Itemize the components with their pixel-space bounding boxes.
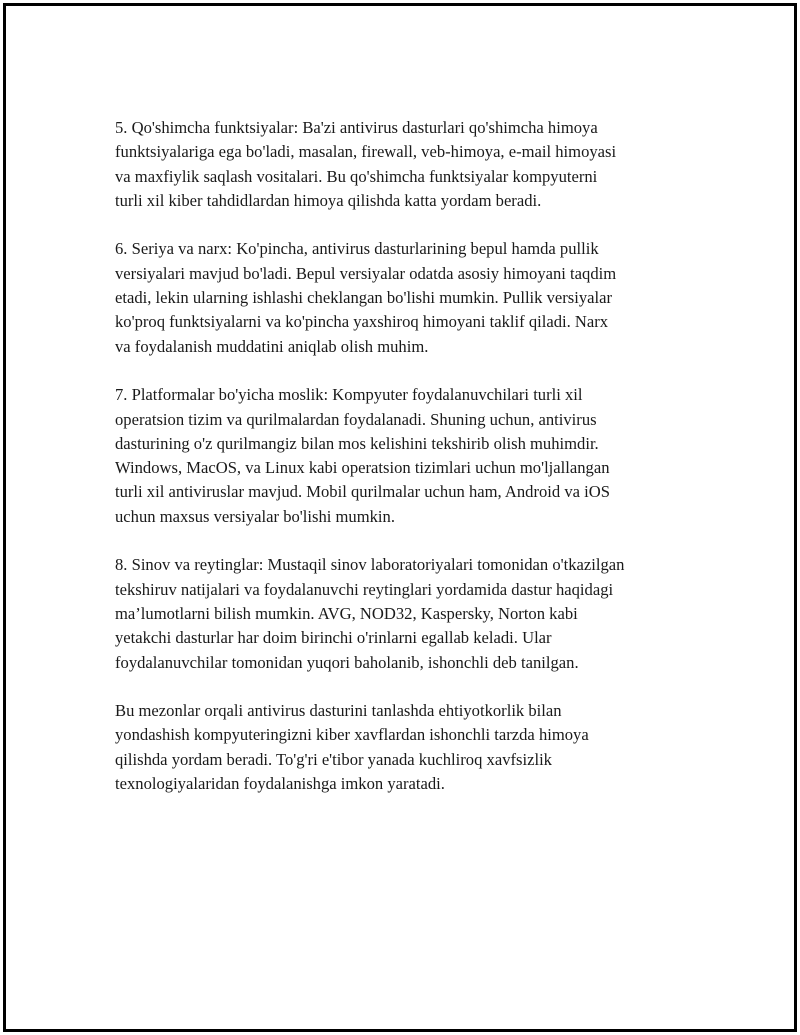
paragraph-series-and-price: 6. Seriya va narx: Ko'pincha, antivirus dasturlarining bepul hamda pullik versiyalari mavjud bo'ladi. Bepul versiyalar odatda asosiy himoyani taqdim etadi, lekin ularning ishlashi cheklangan bo'lishi mumkin. Pullik versiyalar ko'proq funktsiyalarni va ko'pincha yaxshiroq himoyani taklif qiladi. Narx va foydalanish muddatini aniqlab olish muhim. [115,239,617,356]
paragraph-tests-and-ratings: 8. Sinov va reytinglar: Mustaqil sinov laboratoriyalari tomonidan o'tkazilgan tekshiruv natijalari va foydalanuvchi reytinglari yordamida dastur haqidagi ma’lumotlarni bilish mumkin. AVG, NOD32, Kaspersky, Norton kabi yetakchi dasturlar har doim birinchi o'rinlarni egallab keladi. Ular foydalanuvchilar tomonidan yuqori baholanib, ishonchli deb tanilgan. [115,555,625,672]
paragraph-additional-functions: 5. Qo'shimcha funktsiyalar: Ba'zi antivirus dasturlari qo'shimcha himoya funktsiyalariga ega bo'ladi, masalan, firewall, veb-himoya, e-mail himoyasi va maxfiylik saqlash vositalari. Bu qo'shimcha funktsiyalar kompyuterni turli xil kiber tahdidlardan himoya qilishda katta yordam beradi. [115,118,617,210]
paragraph-platform-compatibility: 7. Platformalar bo'yicha moslik: Kompyuter foydalanuvchilari turli xil operatsion tizim va qurilmalardan foydalanadi. Shuning uchun, antivirus dasturining o'z qurilmangiz bilan mos kelishini tekshirib olish muhimdir. Windows, MacOS, va Linux kabi operatsion tizimlari uchun mo'ljallangan turli xil antiviruslar mavjud. Mobil qurilmalar uchun ham, Android va iOS uchun maxsus versiyalar bo'lishi mumkin. [115,385,610,526]
document-body [115,116,715,821]
paragraph-conclusion: Bu mezonlar orqali antivirus dasturini tanlashda ehtiyotkorlik bilan yondashish kompyuteringizni kiber xavflardan ishonchli tarzda himoya qilishda yordam beradi. To'g'ri e'tibor yanada kuchliroq xavfsizlik texnologiyalaridan foydalanishga imkon yaratadi. [115,701,589,794]
